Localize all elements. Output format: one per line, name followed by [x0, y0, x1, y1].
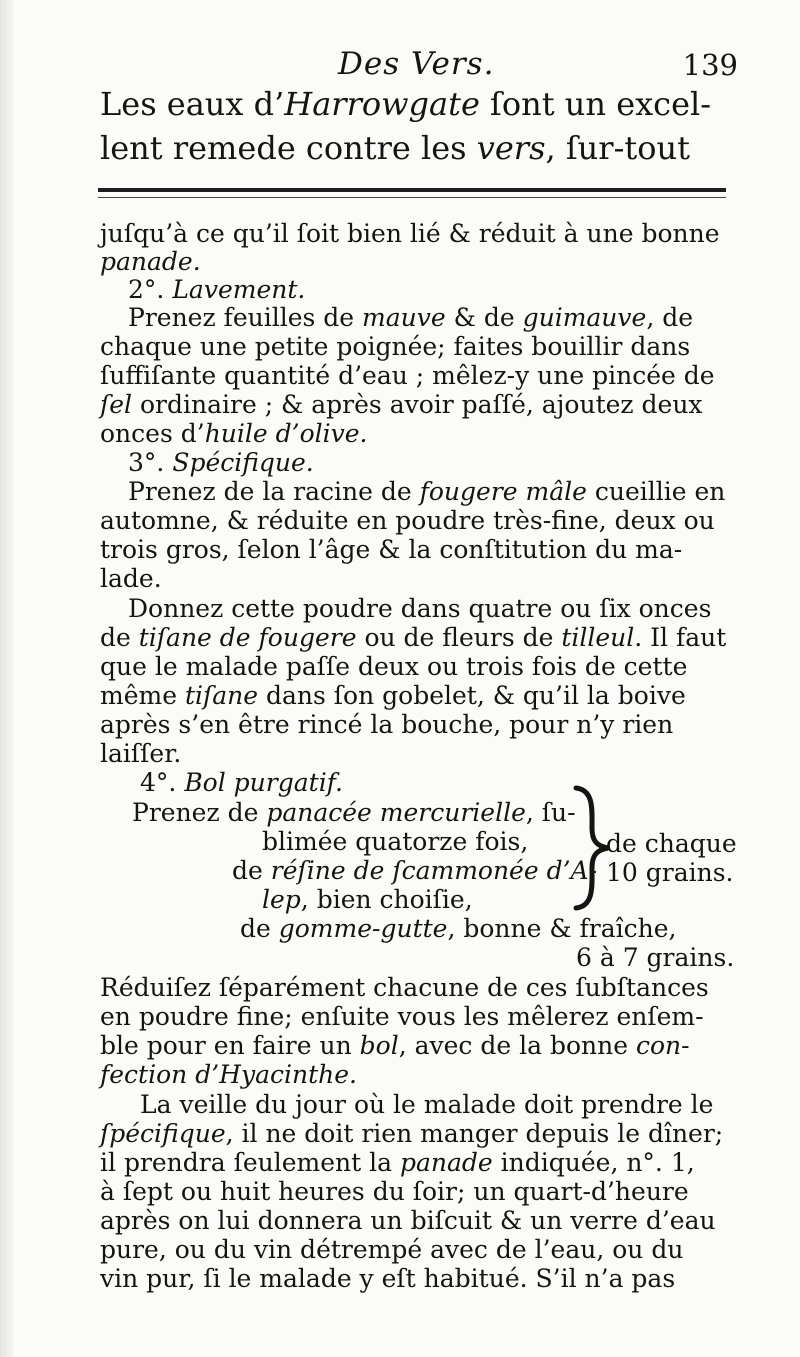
page-gutter: [0, 0, 14, 1357]
text-line: à ſept ou huit heures du ſoir; un quart-d’heure: [100, 1177, 689, 1206]
text-line: fection d’Hyacinthe.: [100, 1060, 357, 1089]
text-line: onces d’huile d’olive.: [100, 419, 368, 448]
recipe-line: de réſine de ſcammonée d’A-: [232, 856, 598, 885]
text-line: laiſſer.: [100, 739, 182, 768]
text-line: panade.: [100, 247, 201, 276]
recipe-line: 6 à 7 grains.: [576, 943, 735, 972]
text-line: automne, & réduite en poudre très-fine, deux ou: [100, 506, 715, 535]
section-rule-thin: [98, 197, 726, 198]
text-line: vin pur, ſi le malade y eſt habitué. S’il n’a pas: [100, 1264, 676, 1293]
text-line: Donnez cette poudre dans quatre ou ſix onces: [128, 594, 712, 623]
section-heading: 3°. Spécifique.: [128, 448, 314, 477]
text-line: La veille du jour où le malade doit prendre le: [140, 1090, 714, 1119]
text-line: pure, ou du vin détrempé avec de l’eau, ou du: [100, 1235, 684, 1264]
text-line: de tiſane de fougere ou de fleurs de tilleul. Il faut: [100, 623, 727, 652]
recipe-side-label: de chaque: [606, 829, 737, 858]
section-heading: 2°. Lavement.: [128, 275, 306, 304]
text-line: même tiſane dans ſon gobelet, & qu’il la boive: [100, 681, 686, 710]
recipe-line: de gomme-gutte, bonne & fraîche,: [240, 914, 677, 943]
text-line: après s’en être rincé la bouche, pour n’y rien: [100, 710, 674, 739]
text-line: ſel ordinaire ; & après avoir paſſé, ajoutez deux: [100, 390, 703, 419]
page-number: 139: [682, 48, 738, 82]
text-line: Prenez feuilles de mauve & de guimauve, de: [128, 303, 694, 332]
text-line: Réduiſez ſéparément chacune de ces ſubſtances: [100, 973, 709, 1002]
recipe-line: blimée quatorze fois,: [262, 827, 529, 856]
section-rule: [98, 188, 726, 192]
running-head: Des Vers.: [338, 46, 495, 82]
text-line: lade.: [100, 564, 162, 593]
section-heading: 4°. Bol purgatif.: [140, 768, 343, 797]
text-line: Prenez de la racine de fougere mâle cueillie en: [128, 477, 726, 506]
text-line: ſpécifique, il ne doit rien manger depuis le dîner;: [100, 1119, 724, 1148]
recipe-line: lep, bien choiſie,: [262, 885, 473, 914]
text-line: après on lui donnera un biſcuit & un verre d’eau: [100, 1206, 716, 1235]
text-line: que le malade paſſe deux ou trois fois de cette: [100, 652, 688, 681]
text-line: en poudre fine; enſuite vous les mêlerez enſem-: [100, 1002, 704, 1031]
text-line: ble pour en faire un bol, avec de la bonne con-: [100, 1031, 690, 1060]
text-line: juſqu’à ce qu’il ſoit bien lié & réduit à une bonne: [100, 219, 720, 248]
text-line: Les eaux d’Harrowgate ſont un excel-: [100, 85, 712, 123]
text-line: chaque une petite poignée; faites bouillir dans: [100, 332, 691, 361]
recipe-line: Prenez de panacée mercurielle, ſu-: [132, 798, 576, 827]
text-line: trois gros, ſelon l’âge & la conſtitution du ma-: [100, 535, 683, 564]
text-line: il prendra ſeulement la panade indiquée, n°. 1,: [100, 1148, 695, 1177]
recipe-side-label: 10 grains.: [606, 858, 734, 887]
text-line: lent remede contre les vers, ſur-tout: [100, 129, 690, 167]
text-line: ſuffiſante quantité d’eau ; mêlez-y une pincée de: [100, 361, 715, 390]
